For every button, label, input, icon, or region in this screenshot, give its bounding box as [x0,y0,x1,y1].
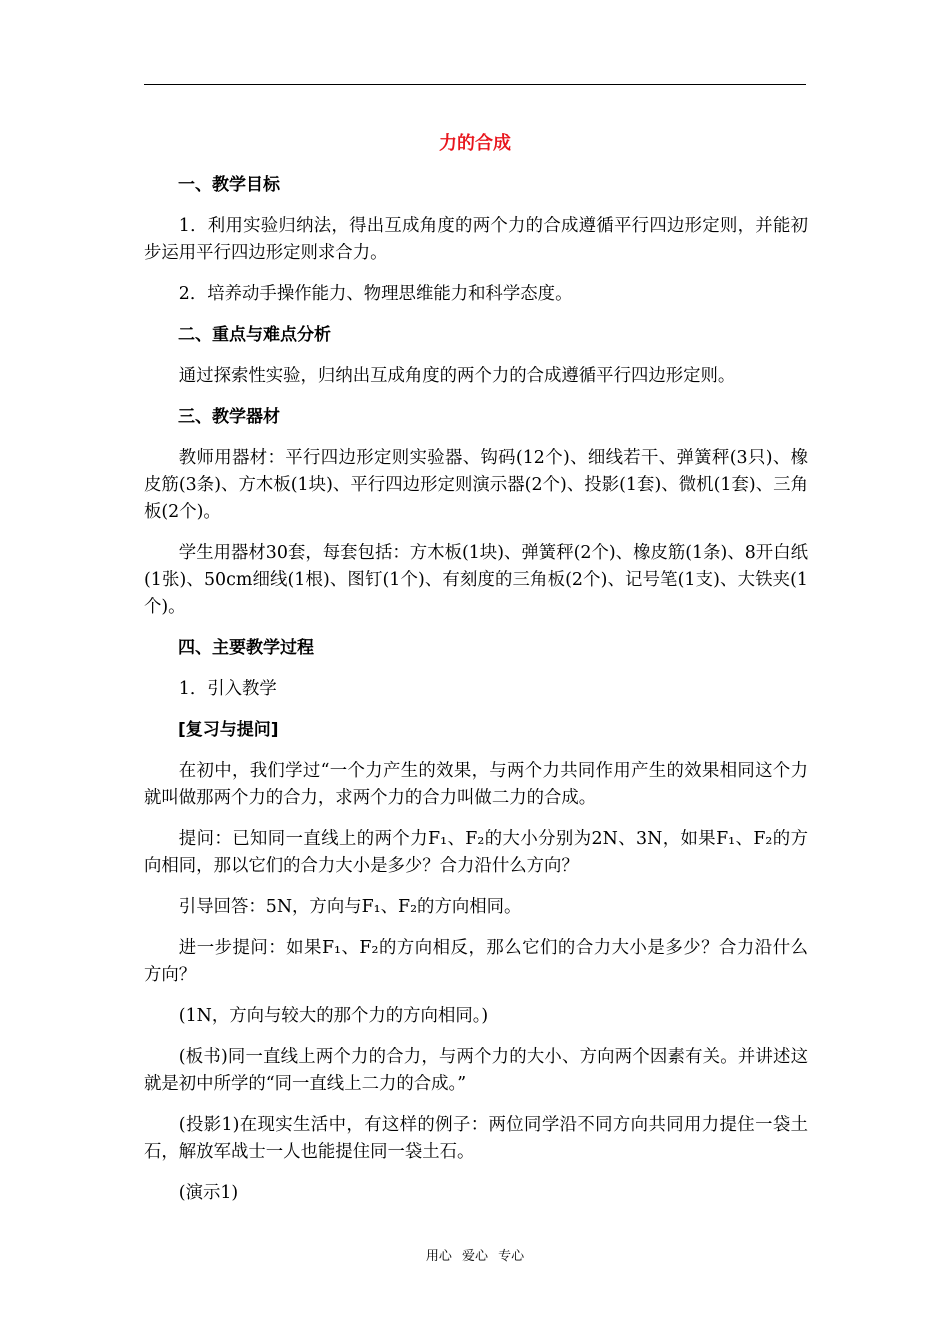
paragraph: 进一步提问：如果F₁、F₂的方向相反，那么它们的合力大小是多少？合力沿什么方向？ [144,938,808,985]
paragraph: 2．培养动手操作能力、物理思维能力和科学态度。 [178,284,573,304]
paragraph: 1．利用实验归纳法，得出互成角度的两个力的合成遵循平行四边形定则，并能初步运用平行四边形定则求合力。 [144,216,808,263]
section-heading: 四、主要教学过程 [178,638,314,658]
paragraph: 引导回答：5N，方向与F₁、F₂的方向相同。 [178,897,522,917]
paragraph: 教师用器材：平行四边形定则实验器、钩码(12个)、细线若干、弹簧秤(3只)、橡皮筋(3条)、方木板(1块)、平行四边形定则演示器(2个)、投影(1套)、微机(1套)、三角板(2个)。 [144,448,808,522]
section-heading: 一、教学目标 [178,175,280,195]
paragraph: (演示1) [178,1183,239,1203]
paragraph: 1．引入教学 [178,679,277,699]
paragraph: (投影1)在现实生活中，有这样的例子：两位同学沿不同方向共同用力提住一袋土石，解放军战士一人也能提住同一袋土石。 [144,1115,808,1162]
paragraph: 在初中，我们学过“一个力产生的效果，与两个力共同作用产生的效果相同这个力就叫做那两个力的合力，求两个力的合力叫做二力的合成。 [144,761,808,808]
sub-heading: [复习与提问] [178,720,279,740]
paragraph: 提问：已知同一直线上的两个力F₁、F₂的大小分别为2N、3N，如果F₁、F₂的方向相同，那以它们的合力大小是多少？合力沿什么方向？ [144,829,808,876]
section-heading: 三、教学器材 [178,407,280,427]
paragraph: (板书)同一直线上两个力的合力，与两个力的大小、方向两个因素有关。并讲述这就是初中所学的“同一直线上二力的合成。” [144,1047,808,1094]
document-body [144,172,808,1221]
header-rule [144,84,806,85]
page-title: 力的合成 [439,133,511,154]
section-heading: 二、重点与难点分析 [178,325,331,345]
page-footer: 用心 爱心 专心 [425,1249,525,1264]
paragraph: (1N，方向与较大的那个力的方向相同。) [178,1006,489,1026]
paragraph: 通过探索性实验，归纳出互成角度的两个力的合成遵循平行四边形定则。 [178,366,736,386]
paragraph: 学生用器材30套，每套包括：方木板(1块)、弹簧秤(2个)、橡皮筋(1条)、8开白纸(1张)、50cm细线(1根)、图钉(1个)、有刻度的三角板(2个)、记号笔(1支)、大铁夹(1个)。 [144,543,808,617]
